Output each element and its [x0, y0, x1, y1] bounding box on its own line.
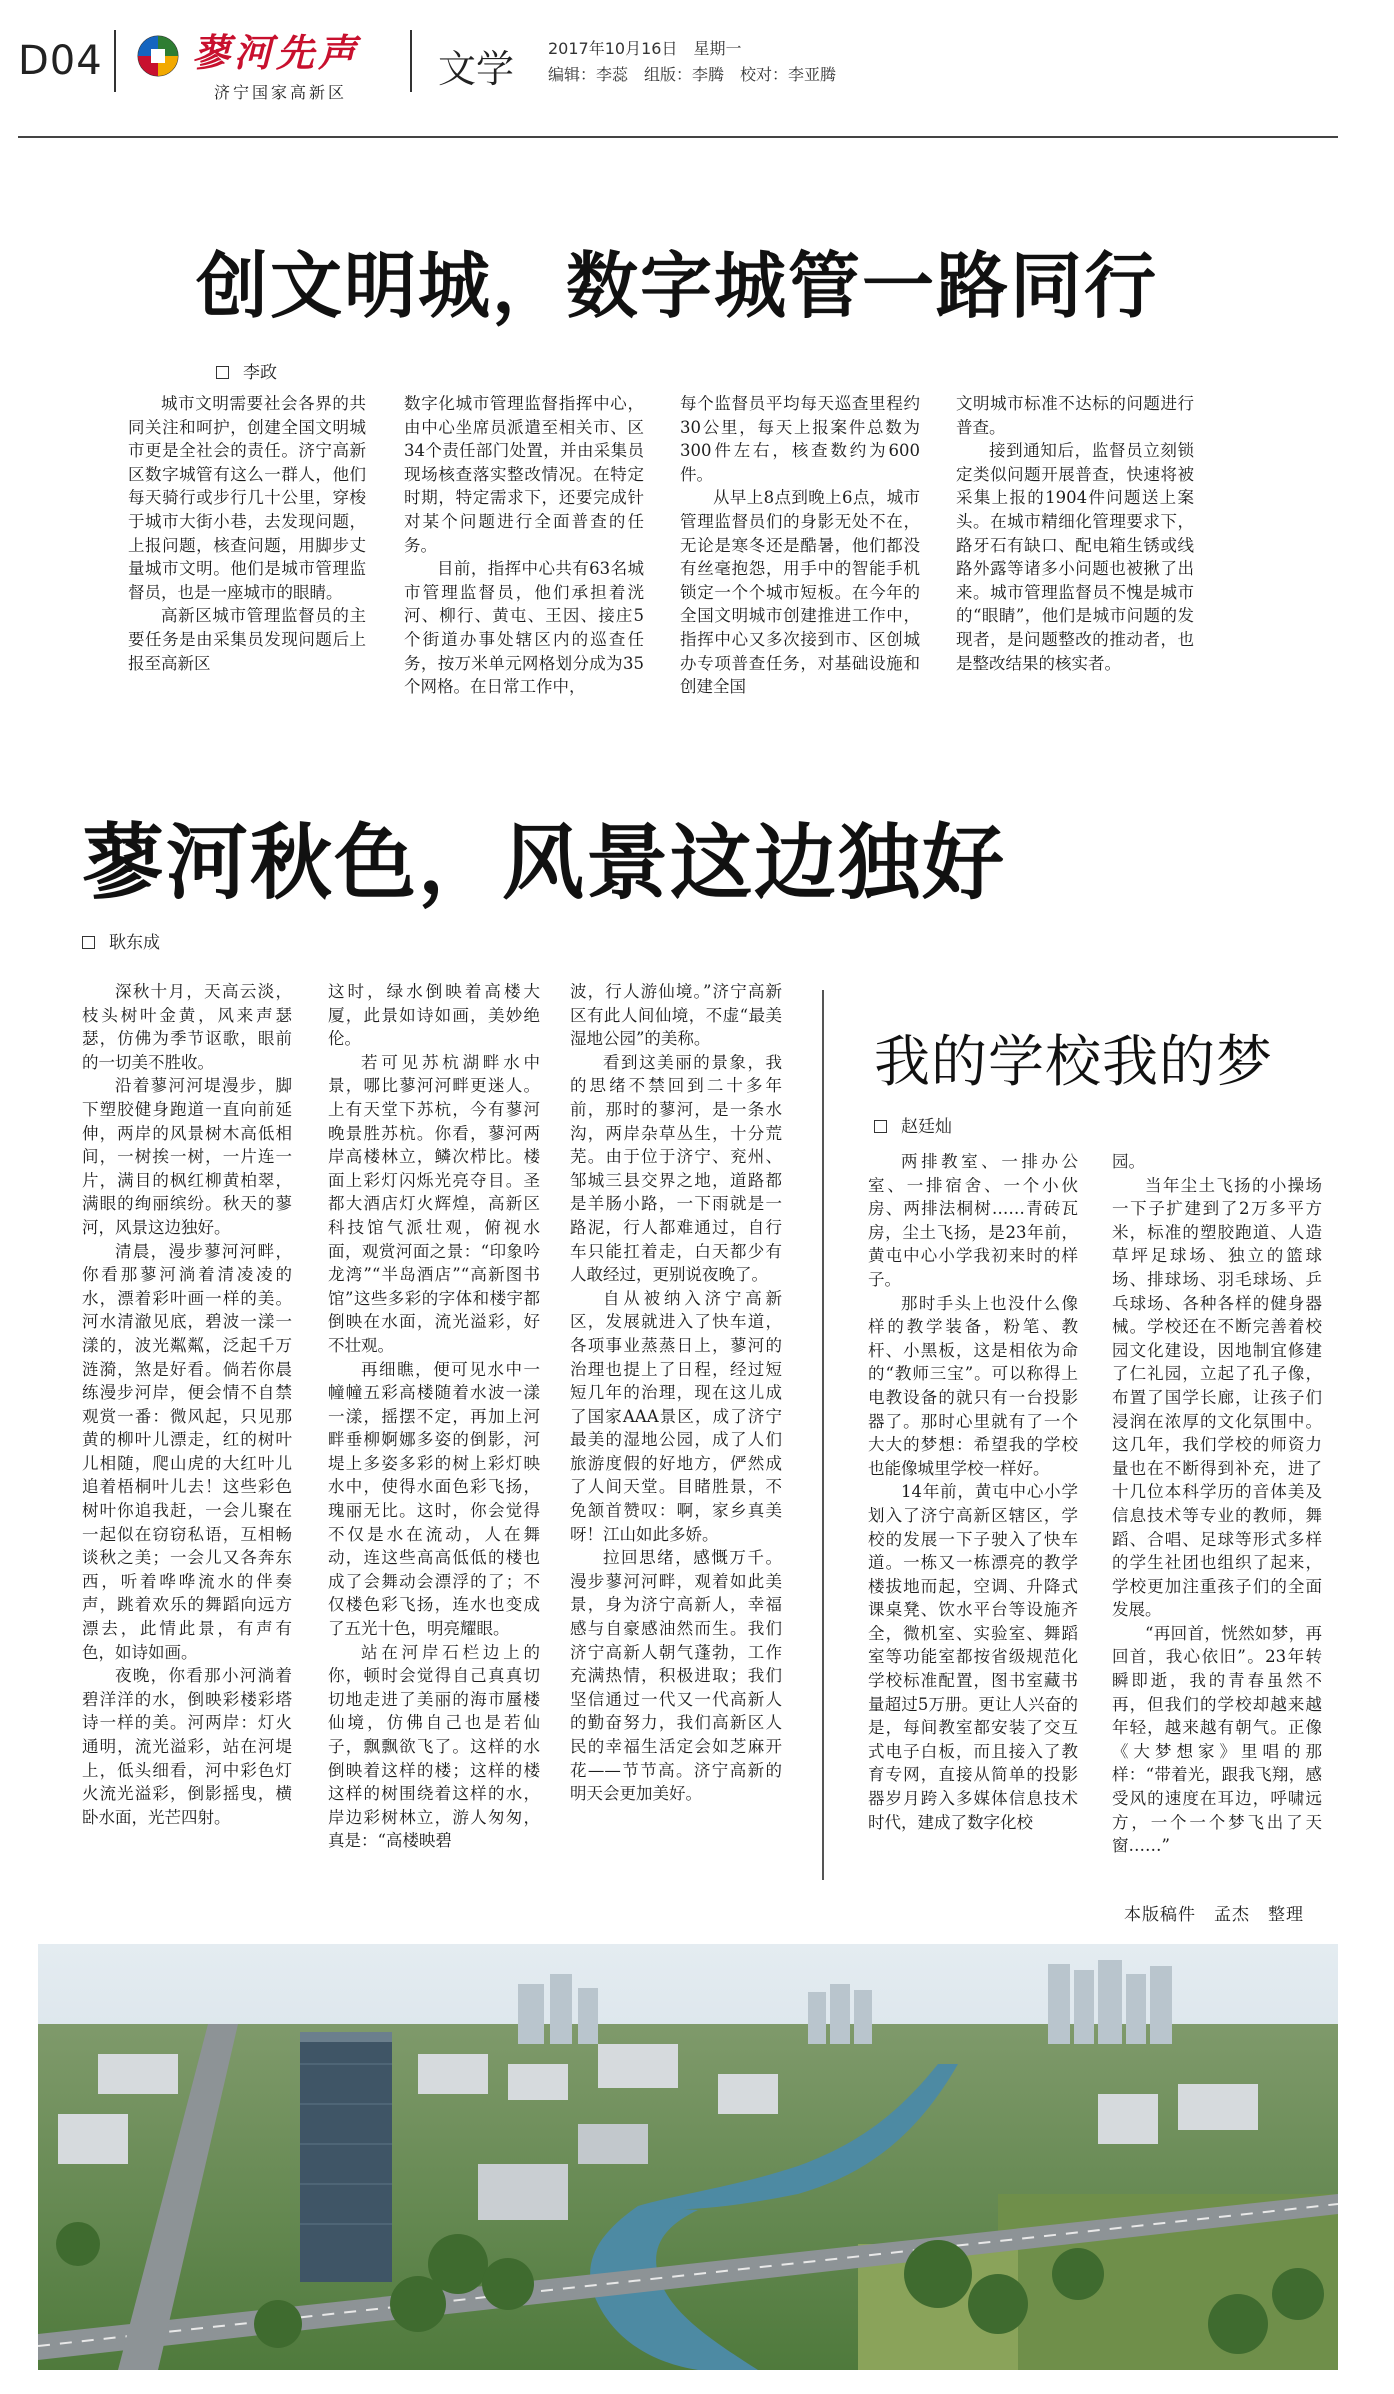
- paragraph: 拉回思绪，感慨万千。漫步蓼河河畔，观着如此美景，身为济宁高新人，幸福感与自豪感油然而生。我们济宁高新人朝气蓬勃，工作充满热情，积极进取；我们坚信通过一代又一代高新人的勤奋努力，我们高新区人民的幸福生活定会如芝麻开花——节节高。济宁高新的明天会更加美好。: [570, 1548, 782, 1804]
- paragraph: 沿着蓼河河堤漫步，脚下塑胶健身跑道一直向前延伸，两岸的风景树木高低相间，一树挨一树，一片连一片，满目的枫红柳黄柏翠，满眼的绚丽缤纷。秋天的蓼河，风景这边独好。: [82, 1076, 292, 1237]
- paragraph: 城市文明需要社会各界的共同关注和呵护，创建全国文明城市更是全社会的责任。济宁高新区数字城管有这么一群人，他们每天骑行或步行几十公里，穿梭于城市大街小巷，去发现问题，上报问题，核查问题，用脚步丈量城市文明。他们是城市管理监督员，也是一座城市的眼睛。: [128, 394, 366, 602]
- article2-column: [82, 980, 292, 1884]
- paragraph: 自从被纳入济宁高新区，发展就进入了快车道，各项事业蒸蒸日上，蓼河的治理也提上了日程，经过短短几年的治理，现在这儿成了国家AAA景区，成了济宁最美的湿地公园，成了人们旅游度假的好地方，俨然成了人间天堂。目睹胜景，不免颔首赞叹：啊，家乡真美呀！江山如此多娇。: [570, 1288, 782, 1544]
- aerial-city-photo-drawing: [38, 1944, 1338, 2370]
- header-rule: [18, 136, 1338, 138]
- article3-title: 我的学校我的梦: [874, 1030, 1273, 1095]
- paragraph: 园。: [1112, 1152, 1145, 1171]
- header-divider: [410, 30, 412, 92]
- paragraph: 站在河岸石栏边上的你，顿时会觉得自己真真切切地走进了美丽的海市蜃楼仙境，仿佛自己也是若仙子，飘飘欲飞了。这样的水倒映着这样的楼；这样的楼这样的树围绕着这样的水，岸边彩树林立，游人匆匆，真是：“高楼映碧: [328, 1642, 540, 1851]
- article1-column: [404, 392, 644, 708]
- article2-column: [328, 980, 540, 1884]
- paragraph: 若可见苏杭湖畔水中景，哪比蓼河河畔更迷人。上有天堂下苏杭，今有蓼河晚景胜苏杭。你看，蓼河两岸高楼林立，鳞次栉比。楼面上彩灯闪烁光亮夺目。圣都大酒店灯火辉煌，高新区科技馆气派壮观，俯视水面，观赏河面之景：“印象吟龙湾”“半岛酒店”“高新图书馆”这些多彩的字体和楼宇都倒映在水面，流光溢彩，好不壮观。: [328, 1052, 540, 1355]
- header-divider: [114, 30, 116, 92]
- article1-column: [680, 392, 920, 708]
- paragraph: “再回首，恍然如梦，再回首，我心依旧”。23年转瞬即逝，我的青春虽然不再，但我们的学校却越来越年轻，越来越有朝气。正像《大梦想家》里唱的那样：“带着光，跟我飞翔，感受风的速度在耳边，呼啸远方，一个一个梦飞出了天窗……”: [1112, 1623, 1322, 1856]
- aerial-city-photo: [38, 1944, 1338, 2370]
- paragraph: 两排教室、一排办公室、一排宿舍、一个小伙房、两排法桐树……青砖瓦房，尘土飞扬，是23年前，黄屯中心小学我初来时的样子。: [868, 1152, 1078, 1289]
- paragraph: 清晨，漫步蓼河河畔，你看那蓼河淌着清凌凌的水，漂着彩叶画一样的美。河水清澈见底，碧波一漾一漾的，波光粼粼，泛起千万涟漪，煞是好看。倘若你晨练漫步河岸，便会情不自禁观赏一番：微风起，只见那黄的柳叶儿漂走，红的树叶儿相随，爬山虎的大红叶儿追着梧桐叶儿去！这些彩色树叶你追我赶，一会儿聚在一起似在窃窃私语，互相畅谈秋之美；一会儿又各奔东西，听着哗哗流水的伴奏声，跳着欢乐的舞蹈向远方漂去，此情此景，有声有色，如诗如画。: [82, 1241, 292, 1662]
- article1-author: 李政: [243, 363, 277, 383]
- paragraph: 高新区城市管理监督员的主要任务是由采集员发现问题后上报至高新区: [128, 606, 366, 673]
- paragraph: 数字化城市管理监督指挥中心，由中心坐席员派遣至相关市、区34个责任部门处置，并由采集员现场核查落实整改情况。在特定时期，特定需求下，还要完成针对某个问题进行全面普查的任务。: [404, 394, 644, 555]
- article2-column: [570, 980, 782, 1884]
- paragraph: 这时，绿水倒映着高楼大厦，此景如诗如画，美妙绝伦。: [328, 982, 540, 1049]
- article2-byline: [82, 928, 160, 953]
- byline-box-icon: [82, 936, 95, 949]
- credit-line: 本版稿件 孟杰 整理: [1124, 1905, 1304, 1925]
- date-line: 2017年10月16日 星期一: [548, 39, 742, 58]
- article1-title: 创文明城，数字城管一路同行: [196, 244, 1159, 328]
- paragraph: 夜晚，你看那小河淌着碧洋洋的水，倒映彩楼彩塔诗一样的美。河两岸：灯火通明，流光溢彩，站在河堤上，低头细看，河中彩色灯火流光溢彩，倒影摇曳，横卧水面，光芒四射。: [82, 1666, 292, 1827]
- byline-box-icon: [874, 1120, 887, 1133]
- column-divider: [822, 990, 824, 1880]
- paragraph: 每个监督员平均每天巡查里程约30公里，每天上报案件总数为300件左右，核查数约为600件。: [680, 394, 920, 484]
- paragraph: 波，行人游仙境。”济宁高新区有此人间仙境，不虚“最美湿地公园”的美称。: [570, 982, 782, 1049]
- editors-line: 编辑：李蕊 组版：李腾 校对：李亚腾: [548, 65, 837, 84]
- paragraph: 当年尘土飞扬的小操场一下子扩建到了2万多平方米，标准的塑胶跑道、人造草坪足球场、独立的篮球场、排球场、羽毛球场、乒乓球场、各种各样的健身器械。学校还在不断完善着校园文化建设，因地制宜修建了仁礼园，立起了孔子像，布置了国学长廊，让孩子们浸润在浓厚的文化氛围中。这几年，我们学校的师资力量也在不断得到补充，进了十几位本科学历的音体美及信息技术等专业的教师，舞蹈、合唱、足球等形式多样的学生社团也组织了起来，学校更加注重孩子们的全面发展。: [1112, 1175, 1322, 1620]
- paragraph: 看到这美丽的景象，我的思绪不禁回到二十多年前，那时的蓼河，是一条水沟，两岸杂草丛生，十分荒芜。由于位于济宁、兖州、邹城三县交界之地，道路都是羊肠小路，一下雨就是一路泥，行人都难通过，自行车只能扛着走，白天都少有人敢经过，更别说夜晚了。: [570, 1052, 782, 1285]
- article2-author: 耿东成: [109, 933, 160, 953]
- page-number: D04: [18, 38, 103, 84]
- paragraph: 14年前，黄屯中心小学划入了济宁高新区辖区，学校的发展一下子驶入了快车道。一栋又一栋漂亮的教学楼拔地而起，空调、升降式课桌凳、饮水平台等设施齐全，微机室、实验室、舞蹈室等功能室都按省级规范化学校标准配置，图书室藏书量超过5万册。更让人兴奋的是，每间教室都安装了交互式电子白板，而且接入了教育专网，直接从简单的投影器岁月跨入多媒体信息技术时代，建成了数字化校: [868, 1482, 1078, 1832]
- paragraph: 深秋十月，天高云淡，枝头树叶金黄，风来声瑟瑟，仿佛为季节讴歌，眼前的一切美不胜收。: [82, 982, 292, 1072]
- paragraph: 接到通知后，监督员立刻锁定类似问题开展普查，快速将被采集上报的1904件问题送上案头。在城市精细化管理要求下，路牙石有缺口、配电箱生锈或线路外露等诸多小问题也被揪了出来。城市管理监督员不愧是城市的“眼睛”，他们是城市问题的发现者，是问题整改的推动者，也是整改结果的核实者。: [956, 441, 1194, 673]
- paper-subtitle: 济宁国家高新区: [214, 83, 348, 102]
- paragraph: 从早上8点到晚上6点，城市管理监督员们的身影无处不在，无论是寒冬还是酷暑，他们都没有丝毫抱怨，用手中的智能手机锁定一个个城市短板。在今年的全国文明城市创建推进工作中，指挥中心又多次接到市、区创城办专项普查任务，对基础设施和创建全国: [680, 488, 920, 697]
- byline-box-icon: [216, 366, 229, 379]
- article2-title: 蓼河秋色，风景这边独好: [82, 816, 1007, 911]
- article3-byline: [874, 1112, 952, 1137]
- article3-column: [868, 1150, 1078, 1884]
- article3-column: [1112, 1150, 1322, 1884]
- article1-column: [956, 392, 1194, 708]
- section-name: 文学: [438, 47, 515, 91]
- article1-byline: [216, 358, 277, 383]
- paragraph: 那时手头上也没什么像样的教学装备，粉笔、教杆、小黑板，这是相依为命的“教师三宝”。可以称得上电教设备的就只有一台投影器了。那时心里就有了一个大大的梦想：希望我的学校也能像城里学校一样好。: [868, 1293, 1078, 1478]
- paragraph: 目前，指挥中心共有63名城市管理监督员，他们承担着洸河、柳行、黄屯、王因、接庄5个街道办事处辖区内的巡查任务，按万米单元网格划分成为35个网格。在日常工作中，: [404, 559, 644, 697]
- paragraph: 再细瞧，便可见水中一幢幢五彩高楼随着水波一漾一漾，摇摆不定，再加上河畔垂柳婀娜多姿的倒影，河堤上多姿多彩的树上彩灯映水中，使得水面色彩飞扬，瑰丽无比。这时，你会觉得不仅是水在流动，人在舞动，连这些高高低低的楼也成了会舞动会漂浮的了；不仅楼色彩飞扬，连水也变成了五光十色，明亮耀眼。: [328, 1359, 540, 1639]
- article1-column: [128, 392, 366, 708]
- paper-name: 蓼河先声: [192, 30, 361, 75]
- article3-author: 赵廷灿: [901, 1117, 952, 1137]
- paragraph: 文明城市标准不达标的问题进行普查。: [956, 394, 1194, 437]
- paper-logo-icon: [136, 34, 180, 78]
